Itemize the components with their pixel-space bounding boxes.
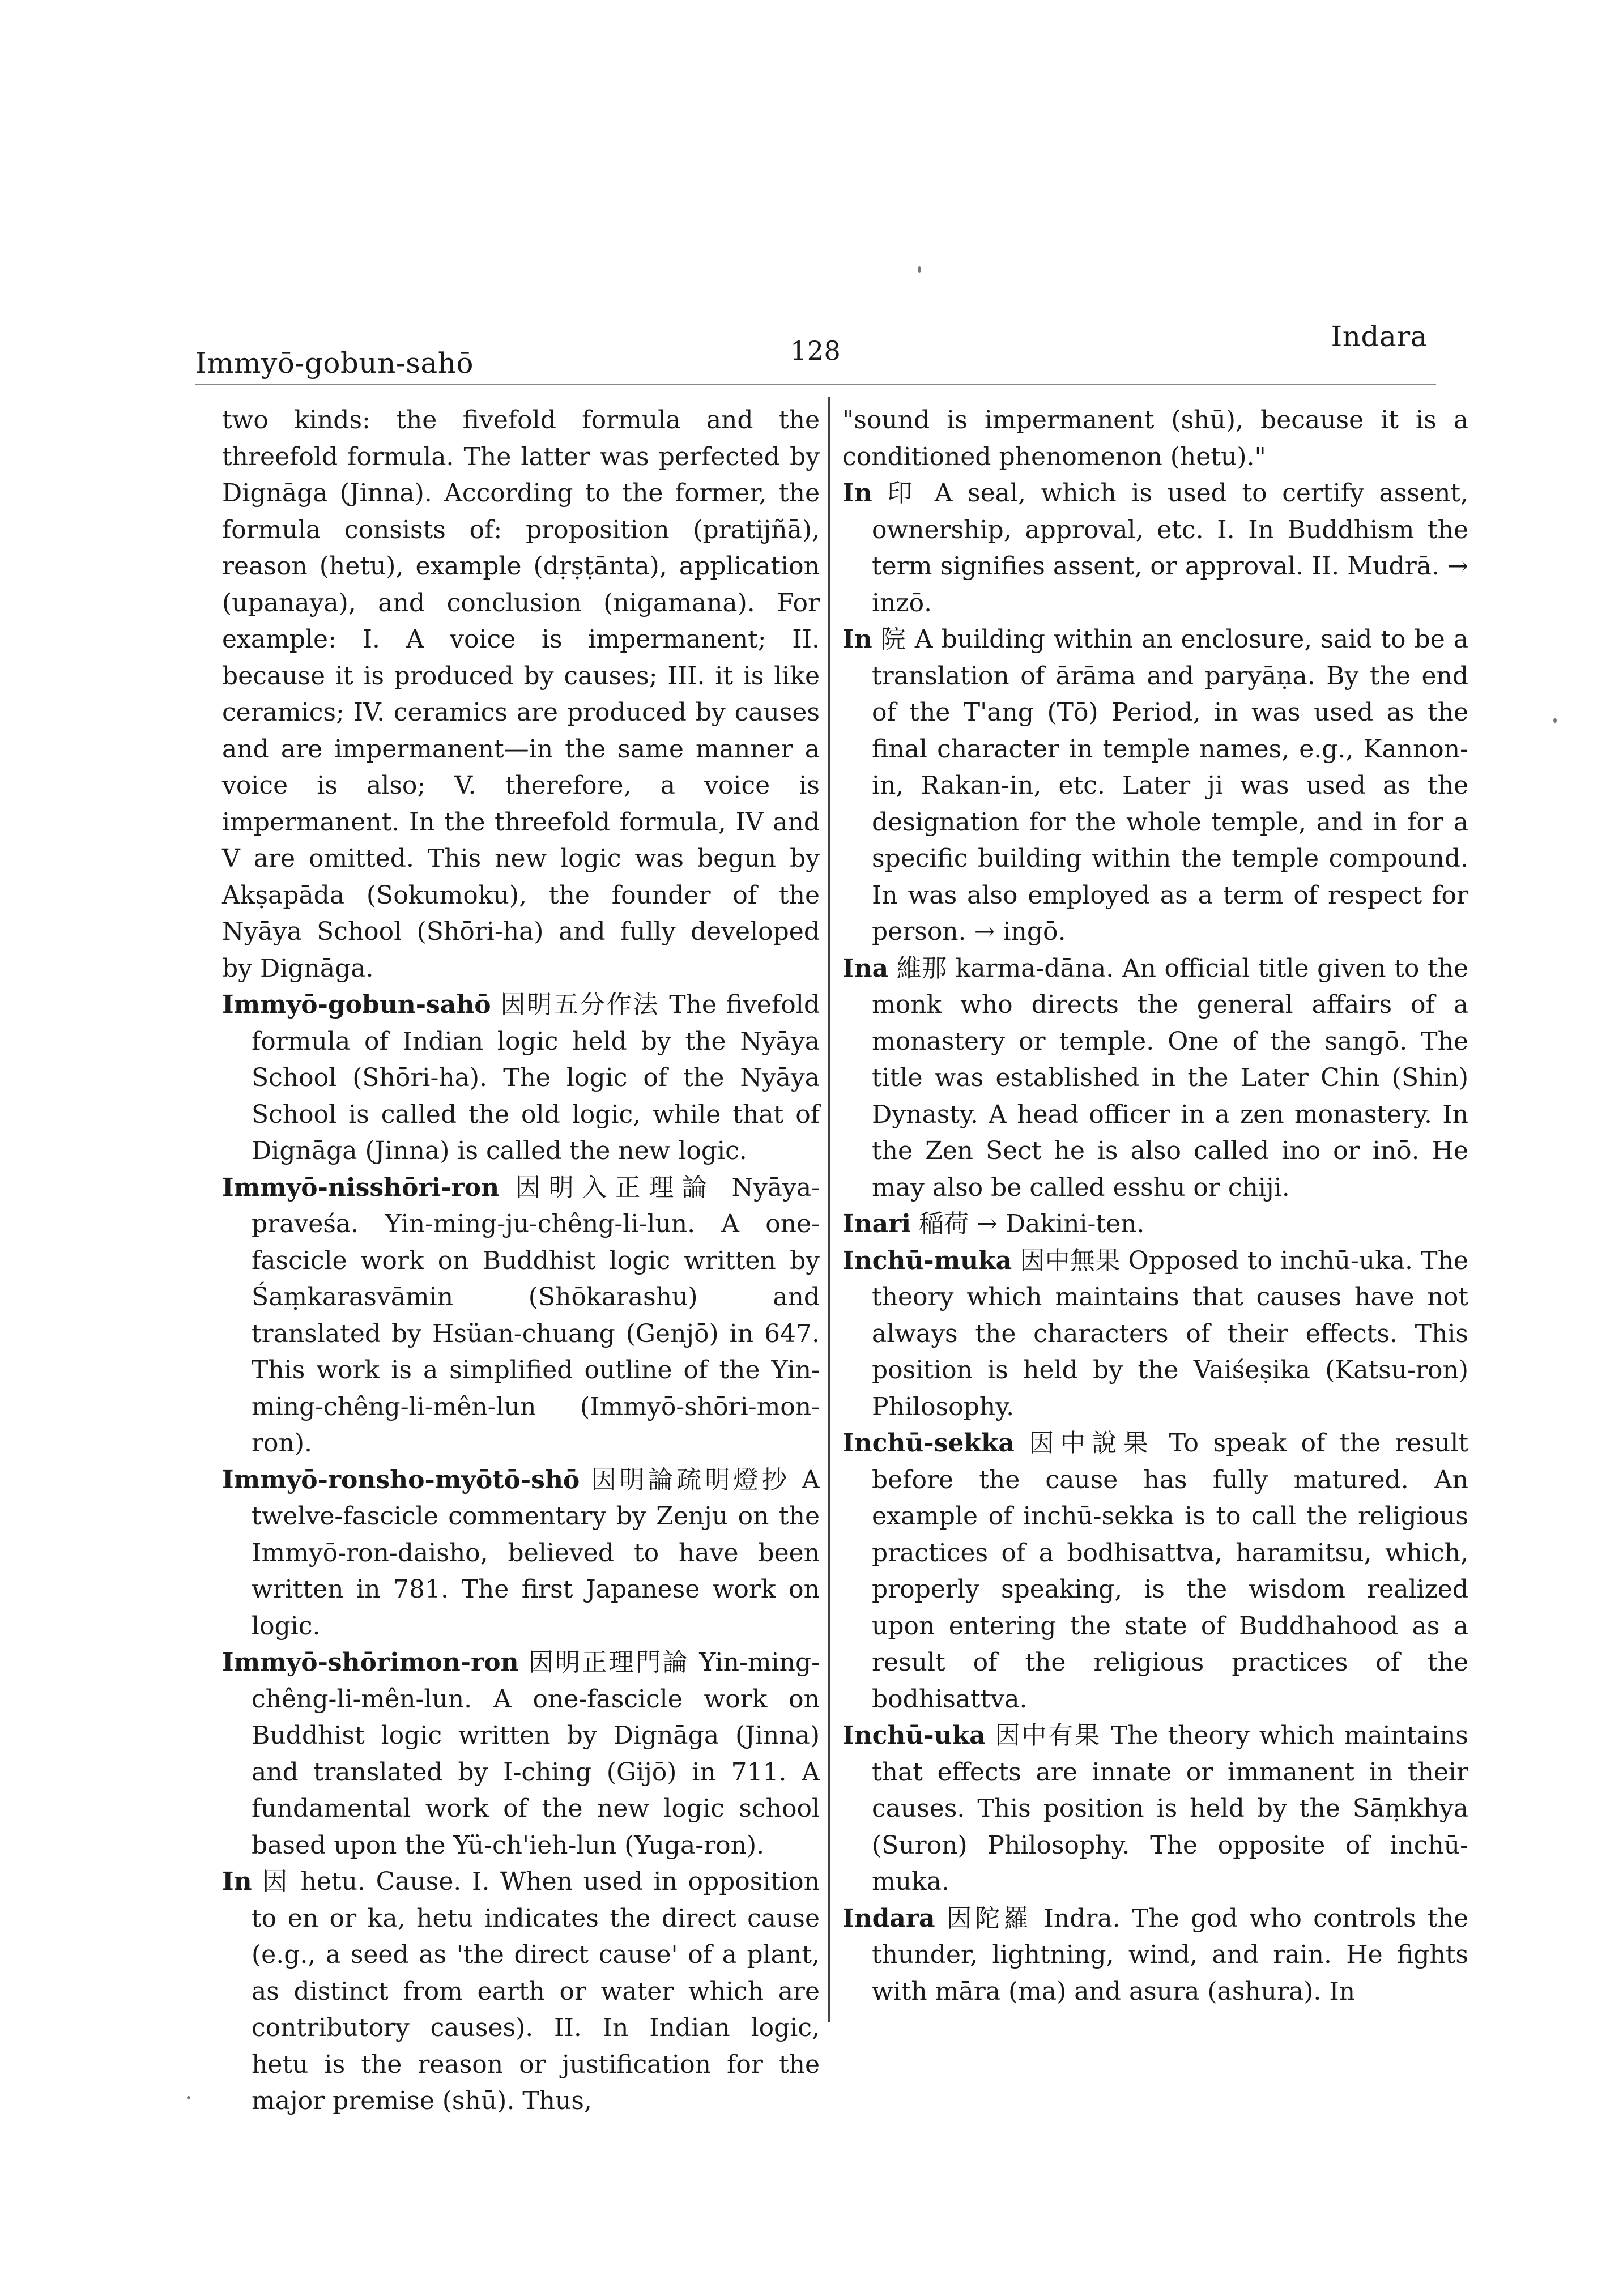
entry-headword: Inchū-sekka [842, 1429, 1015, 1458]
entry-text: A seal, which is used to certify assent, ownership, approval, etc. I. In Buddhism the term signifies assent, or approval. II. Mudrā. → inzō. [872, 479, 1468, 617]
entry-headword: Inchū-uka [842, 1721, 986, 1750]
entry-text: The fivefold formula of Indian logic held by the Nyāya School (Shōri-ha). The logic of the Nyāya School is called the old logic, while that of Dignāga (Jinna) is called the new logic. [252, 990, 820, 1165]
entry-kanji: 維那 [896, 953, 947, 983]
dictionary-entry [222, 1864, 820, 2120]
dictionary-entry [222, 987, 820, 1170]
entry-headword: In [842, 479, 872, 508]
entry-headword: Ina [842, 953, 889, 983]
scan-speck [187, 2096, 190, 2099]
entry-kanji: 因明論疏明燈抄 [591, 1465, 790, 1494]
entry-kanji: 因中無果 [1020, 1246, 1121, 1275]
entry-kanji: 因中說果 [1029, 1429, 1155, 1458]
entry-text: "sound is impermanent (shū), because it is a conditioned phenomenon (hetu)." [842, 406, 1468, 471]
entry-text: The theory which maintains that effects are innate or immanent in their causes. This position is held by the Sāṃkhya (Suron) Philosophy. The opposite of inchū-muka. [872, 1721, 1468, 1896]
dictionary-entry [842, 621, 1468, 951]
continued-entry [842, 402, 1468, 475]
entry-text: To speak of the result before the cause has fully matured. An example of inchū-sekka is to call the religious practices of a bodhisattva, haramitsu, which, properly speaking, is the wisdom realized upon entering the state of Buddhahood as a result of the religious practices of the bodhisattva. [872, 1429, 1469, 1714]
entry-text: A building within an enclosure, said to be a translation of ārāma and paryāṇa. By the end of the T'ang (Tō) Period, in was used as the final character in temple names, e.g., Kannon-in, Rakan-in, etc. Later ji was used as the designation for the whole temple, and in for a specific building within the temple compound. In was also employed as a term of respect for person. → ingō. [872, 625, 1468, 946]
scan-speck [918, 266, 921, 273]
entry-kanji: 因明正理門論 [528, 1648, 689, 1677]
entry-headword: Indara [842, 1903, 935, 1933]
dictionary-entry [842, 475, 1468, 621]
entry-headword: Inchū-muka [842, 1246, 1012, 1275]
dictionary-entry [842, 1718, 1468, 1901]
dictionary-entry [222, 1645, 820, 1864]
running-head-left: Immyō-gobun-sahō [195, 347, 474, 380]
continued-entry [222, 402, 820, 987]
entry-text: two kinds: the fivefold formula and the threefold formula. The latter was perfected by Dignāga (Jinna). According to the former, the formula consists of: proposition (pratijñā), reason (hetu), example (dṛṣṭānta), application (upanaya), and conclusion (nigamana). For example: I. A voice is impermanent; II. because it is produced by causes; III. it is like ceramics; IV. ceramics are produced by causes and are impermanent—in the same manner a voice is also; V. therefore, a voice is impermanent. In the threefold formula, IV and V are omitted. This new logic was begun by Akṣapāda (Sokumoku), the founder of the Nyāya School (Shōri-ha) and fully developed by Dignāga. [222, 406, 820, 983]
entry-headword: Inari [842, 1209, 911, 1238]
column-divider [828, 397, 830, 2022]
dictionary-entry [842, 1901, 1468, 2010]
entry-text: A twelve-fascicle commentary by Zenju on the Immyō-ron-daisho, believed to have been written in 781. The first Japanese work on logic. [252, 1465, 820, 1641]
entry-kanji: 院 [880, 625, 906, 654]
scan-speck [1553, 718, 1557, 723]
entry-headword: Immyō-gobun-sahō [222, 990, 491, 1019]
entry-kanji: 因 [262, 1867, 290, 1896]
entry-headword: In [222, 1867, 252, 1896]
dictionary-entry [842, 1243, 1468, 1426]
dictionary-entry [842, 1206, 1468, 1243]
entry-headword: Immyō-nisshōri-ron [222, 1173, 500, 1202]
entry-kanji: 因中有果 [995, 1721, 1102, 1750]
entry-headword: In [842, 625, 872, 654]
entry-kanji: 稲荷 [918, 1209, 969, 1238]
entry-kanji: 因陀羅 [946, 1903, 1033, 1933]
entry-headword: Immyō-shōrimon-ron [222, 1648, 519, 1677]
header-rule [195, 384, 1436, 385]
entry-kanji: 因明五分作法 [500, 990, 660, 1019]
entry-text: karma-dāna. An official title given to the monk who directs the general affairs of a monastery or temple. One of the sangō. The title was established in the Later Chin (Shin) Dynasty. A head officer in a zen monastery. In the Zen Sect he is also called ino or inō. He may also be called esshu or chiji. [872, 953, 1469, 1202]
right-column [842, 402, 1468, 2010]
page-number: 128 [790, 335, 841, 366]
entry-text: Yin-ming-chêng-li-mên-lun. A one-fascicle work on Buddhist logic written by Dignāga (Jinna) and translated by I-ching (Gijō) in 711. A fundamental work of the new logic school based upon the Yü-ch'ieh-lun (Yuga-ron). [252, 1648, 820, 1860]
entry-kanji: 印 [887, 479, 919, 508]
entry-text: Indra. The god who controls the thunder, lightning, wind, and rain. He fights with māra (ma) and asura (ashura). In [872, 1903, 1468, 2006]
dictionary-entry [222, 1462, 820, 1645]
dictionary-entry [222, 1170, 820, 1462]
entry-kanji: 因明入正理論 [515, 1173, 715, 1202]
left-column [222, 402, 820, 2120]
entry-headword: Immyō-ronsho-myōtō-shō [222, 1465, 580, 1494]
entry-text: hetu. Cause. I. When used in opposition to en or ka, hetu indicates the direct cause (e.g., a seed as 'the direct cause' of a plant, as distinct from earth or water which are contributory causes). II. In Indian logic, hetu is the reason or justification for the major premise (shū). Thus, [252, 1867, 820, 2115]
dictionary-entry [842, 1425, 1468, 1718]
entry-text: Opposed to inchū-uka. The theory which maintains that causes have not always the characters of their effects. This position is held by the Vaiśeṣika (Katsu-ron) Philosophy. [872, 1246, 1468, 1421]
entry-text: Nyāya-praveśa. Yin-ming-ju-chêng-li-lun. A one-fascicle work on Buddhist logic written by Śaṃkarasvāmin (Shōkarashu) and translated by Hsüan-chuang (Genjō) in 647. This work is a simplified outline of the Yin-ming-chêng-li-mên-lun (Immyō-shōri-mon-ron). [252, 1173, 820, 1458]
entry-text: → Dakini-ten. [976, 1209, 1145, 1238]
dictionary-entry [842, 951, 1468, 1207]
running-head-right: Indara [1331, 320, 1428, 353]
